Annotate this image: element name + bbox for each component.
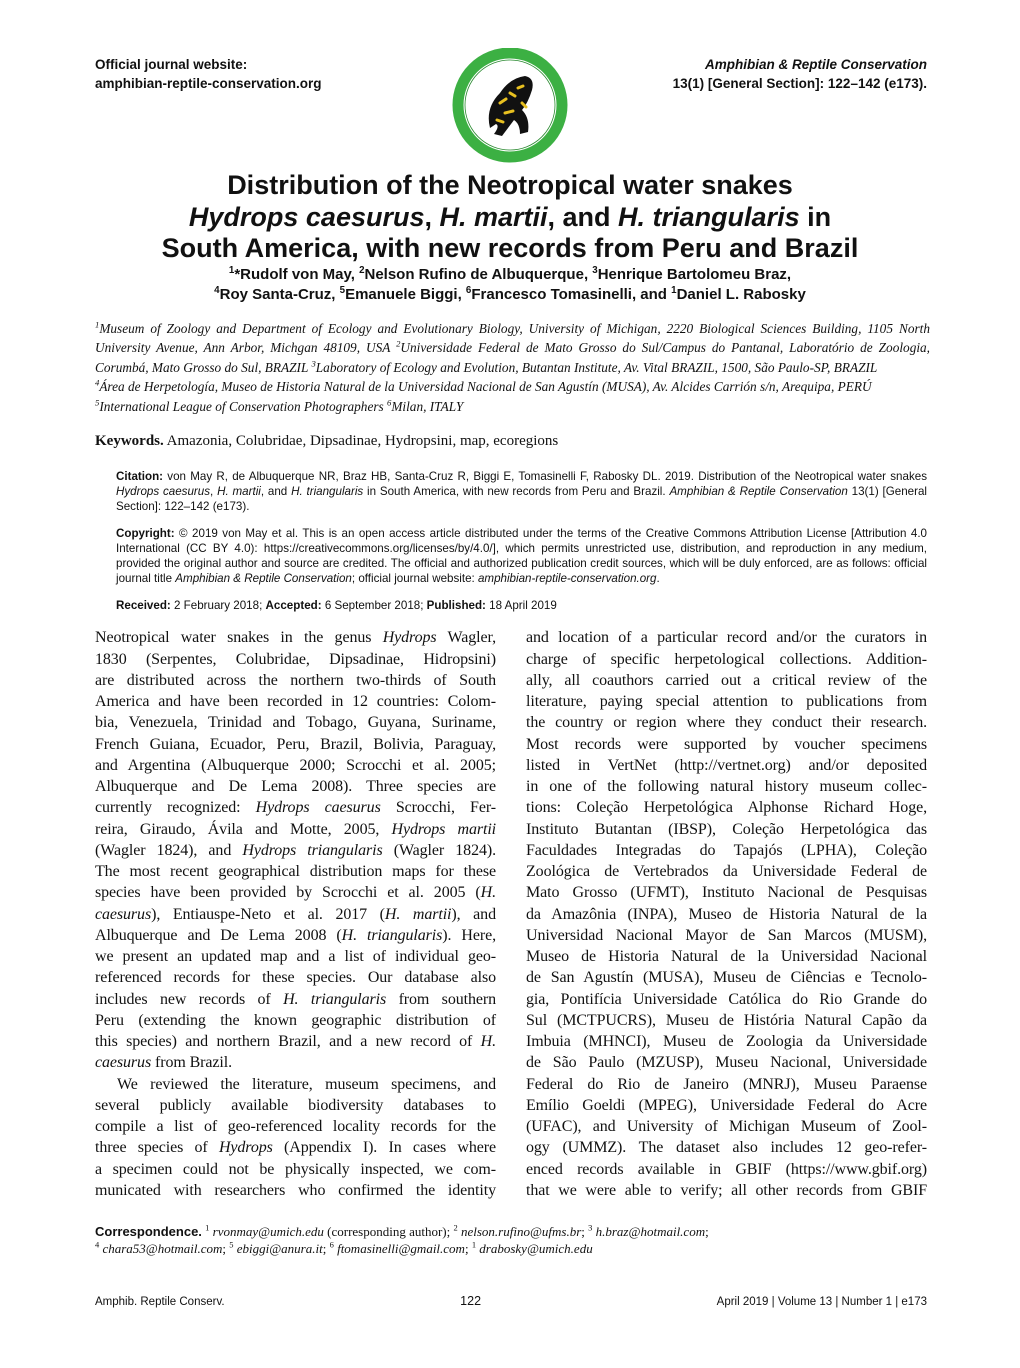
- body-text-line: compile a list of geo-referenced locality records for the: [95, 1118, 496, 1136]
- body-text-line: ogy (UMMZ). The dataset also includes 12 geo-refer-: [526, 1139, 927, 1157]
- body-column-right: [526, 627, 927, 1201]
- body-text-line: Emílio Goeldi (MPEG), Universidade Federal do Acre: [526, 1096, 927, 1114]
- species-name: Hydrops caesurus: [188, 201, 425, 232]
- body-text-line: reira, Giraudo, Ávila and Motte, 2005, Hydrops martii: [95, 820, 497, 838]
- body-text-line: ally, all coauthors carried out a critical review of the: [526, 671, 927, 689]
- body-text-line: America and have been recorded in 12 countries: Colom-: [95, 693, 496, 711]
- journal-name: Amphibian & Reptile Conservation: [704, 57, 927, 72]
- body-text-line: da Amazônia (INPA), Museo de Historia Natural de la: [526, 905, 927, 923]
- body-text-line: Neotropical water snakes in the genus Hydrops Wagler,: [95, 629, 496, 647]
- body-text-line: currently recognized: Hydrops caesurus Scrocchi, Fer-: [95, 799, 496, 817]
- body-text-line: this species) and northern Brazil, and a new record of H.: [95, 1033, 496, 1051]
- body-text-line: listed in VertNet (http://vertnet.org) and/or deposited: [526, 756, 927, 774]
- body-text-line: We reviewed the literature, museum specimens, and: [117, 1075, 496, 1093]
- body-text-line: Instituto Butantan (IBSP), Coleção Herpetológica das: [526, 820, 927, 838]
- body-text-line: Mato Grosso (UFMT), Instituto Nacional de Pesquisas: [526, 884, 927, 902]
- species-name: H. martii: [439, 201, 548, 232]
- journal-issue: 13(1) [General Section]: 122–142 (e173).: [672, 76, 927, 91]
- body-text-line: enced records available in GBIF (https://www.gbif.org): [526, 1160, 927, 1178]
- body-text-line: the country or region where they conduct their research.: [526, 714, 927, 732]
- body-text-line: are distributed across the northern two-thirds of South: [95, 671, 496, 689]
- correspondence-emails[interactable]: $^1$ rvonmay@umich.edu (corresponding author); $^2$ nelson.rufino@ufms.br; $^3$ h.braz@hotmail.com;: [205, 1222, 709, 1240]
- article-title: [60, 170, 960, 265]
- body-text-line: several publicly available biodiversity databases to: [95, 1096, 496, 1114]
- affiliations: $^1$Museum of Zoology and Department of Ecology and Evolutionary Biology, University of Michigan, 2220 Biological Sciences Building, 1105 North University Avenue, Ann Arbor, Michgan 48109, USA $^2$Universidade Federal de Mato Grosso do Sul/Campus do Pantanal, Laboratório de Zoologia, Corumbá, Mato Grosso do Sul, BRAZIL $^3$Laboratory of Ecology and Evolution, Butantan Institute, Av. Vital BRAZIL, 1500, São Paulo-SP, BRAZIL $^4$Área de Herpetología, Museo de Historia Natural de la Universidad Nacional de San Agustín (MUSA), Av. Alcides Carrión s/n, Arequipa, PERÚ $^5$International League of Conservation Photographers $^6$Milan, ITALY: [95, 319, 931, 414]
- body-text-line: 1830 (Serpentes, Colubridae, Dipsadinae, Hidropsini): [95, 650, 496, 668]
- body-text-line: Albuquerque and De Lema 2008). Three species are: [95, 778, 496, 796]
- body-text-line: Universidad Nacional Mayor de San Marcos (MUSM),: [526, 926, 927, 944]
- title-line-1: Distribution of the Neotropical water snakes: [227, 170, 793, 200]
- page-footer: [95, 1293, 927, 1310]
- body-text-line: Peru (extending the known geographic distribution of: [95, 1011, 496, 1029]
- body-text-line: caesurus from Brazil.: [95, 1054, 232, 1072]
- keywords: [95, 432, 930, 451]
- keywords-label: Keywords.: [95, 433, 164, 450]
- body-text-line: Zoológica de Vertebrados da Universidade Federal de: [526, 863, 927, 881]
- authors-line-2: $^4$Roy Santa-Cruz, $^5$Emanuele Biggi, $^6$Francesco Tomasinelli, and $^1$Daniel L. Rabosky: [214, 284, 806, 303]
- author-list: [60, 265, 960, 305]
- body-text-line: and Argentina (Albuquerque 2000; Scrocchi et al. 2005;: [95, 756, 496, 774]
- body-column-left: [95, 627, 496, 1201]
- body-text-line: The most recent geographical distribution maps for these: [95, 863, 496, 881]
- species-name: H. triangularis: [618, 201, 800, 232]
- body-text-line: Albuquerque and De Lema 2008 (H. triangularis). Here,: [95, 926, 496, 944]
- body-text-line: bia, Venezuela, Trinidad and Tobago, Guyana, Suriname,: [95, 714, 496, 732]
- body-text-line: Imbuia (MHNCI), Museu de Zoologia da Universidade: [526, 1033, 927, 1051]
- body-text-line: Faculdades Integradas do Tapajós (LPHA), Coleção: [526, 841, 927, 859]
- body-columns: [95, 627, 927, 1201]
- title-text: ,: [424, 201, 440, 232]
- body-text-line: Most records were supported by voucher specimens: [526, 735, 927, 753]
- body-text-line: gia, Pontifícia Universidade Católica do Rio Grande do: [526, 990, 927, 1008]
- body-text-line: and location of a particular record and/or the curators in: [526, 629, 927, 647]
- citation: Citation: von May R, de Albuquerque NR, Braz HB, Santa-Cruz R, Biggi E, Tomasinelli F, Rabosky DL. 2019. Distribution of the Neotropical water snakes Hydrops caesurus, H. martii, and H. triangularis in South America, with new records from Peru and Brazil. Amphibian & Reptile Conservation 13(1) [General Section]: 122–142 (e173).: [116, 470, 928, 514]
- title-line-3: South America, with new records from Peru and Brazil: [161, 233, 859, 263]
- body-text-line: French Guiana, Ecuador, Peru, Brazil, Bolivia, Paraguay,: [95, 735, 496, 753]
- body-text-line: charge of specific herpetological collections. Addition-: [526, 650, 927, 668]
- body-text-line: a specimen could not be physically inspected, we com-: [95, 1160, 496, 1178]
- footer-journal-abbrev: Amphib. Reptile Conserv.: [95, 1296, 225, 1309]
- authors-line-1: $^1$*Rudolf von May, $^2$Nelson Rufino de Albuquerque, $^3$Henrique Bartolomeu Braz,: [228, 264, 792, 283]
- body-text-line: includes new records of H. triangularis from southern: [95, 990, 496, 1008]
- page-number: 122: [460, 1294, 482, 1309]
- body-text-line: (UFAC), and University of Michigan Museum of Zool-: [526, 1118, 927, 1136]
- body-text-line: (Wagler 1824), and Hydrops triangularis (Wagler 1824).: [95, 841, 496, 859]
- body-text-line: referenced records for these species. Our database also: [95, 969, 496, 987]
- journal-website-label: Official journal website:: [95, 57, 248, 72]
- body-text-line: literature, paying special attention to publications from: [526, 693, 927, 711]
- publication-dates: Received: 2 February 2018; Accepted: 6 September 2018; Published: 18 April 2019: [116, 599, 557, 613]
- body-text-line: Sul (MCTPUCRS), Museu de História Natural Capão da: [526, 1011, 927, 1029]
- body-text-line: species have been provided by Scrocchi et al. 2005 (H.: [95, 884, 496, 902]
- body-text-line: de São Paulo (MZUSP), Museu Nacional, Universidade: [526, 1054, 927, 1072]
- title-text: in: [799, 201, 832, 232]
- body-text-line: Museo de Historia Natural de la Universidad Nacional: [526, 948, 927, 966]
- keywords-text: Amazonia, Colubridae, Dipsadinae, Hydropsini, map, ecoregions: [163, 433, 559, 450]
- copyright: Copyright: © 2019 von May et al. This is an open access article distributed under the terms of the Creative Commons Attribution License [Attribution 4.0 International (CC BY 4.0): https://creativecommons.org/licenses/by/4.0/], which permits unrestricted use, distribution, and reproduction in any medium, provided the original author and source are credited. The official and authorized publication credit sources, which will be duly enforced, are as follows: official journal title Amphibian & Reptile Conservation; official journal website: amphibian-reptile-conservation.org.: [116, 527, 927, 586]
- title-text: , and: [547, 201, 619, 232]
- body-text-line: tions: Coleção Herpetológica Alphonse Richard Hoge,: [526, 799, 927, 817]
- body-text-line: that we were able to verify; all other records from GBIF: [526, 1181, 927, 1199]
- body-text-line: caesurus), Entiauspe-Neto et al. 2017 (H. martii), and: [95, 905, 496, 923]
- footer-issue-info: April 2019 | Volume 13 | Number 1 | e173: [716, 1296, 927, 1309]
- body-text-line: municated with researchers who confirmed the identity: [95, 1181, 496, 1199]
- correspondence: [95, 1223, 930, 1257]
- body-text-line: three species of Hydrops (Appendix I). In cases where: [95, 1139, 496, 1157]
- journal-website-link[interactable]: amphibian-reptile-conservation.org: [95, 76, 322, 91]
- body-text-line: we present an updated map and a list of individual geo-: [95, 948, 496, 966]
- title-line-2: [60, 202, 960, 234]
- body-text-line: de San Agustín (MUSA), Museu de Ciências e Tecnolo-: [526, 969, 927, 987]
- article-info-box: [116, 469, 927, 613]
- correspondence-emails[interactable]: $^4$ chara53@hotmail.com; $^5$ ebiggi@anura.it; $^6$ ftomasinelli@gmail.com; $^1$ drabosky@umich.edu: [95, 1239, 593, 1257]
- body-text-line: in one of the following natural history museum collec-: [526, 778, 927, 796]
- body-text-line: Federal do Rio de Janeiro (MNRJ), Museu Paraense: [526, 1075, 927, 1093]
- correspondence-label: Correspondence.: [95, 1224, 202, 1240]
